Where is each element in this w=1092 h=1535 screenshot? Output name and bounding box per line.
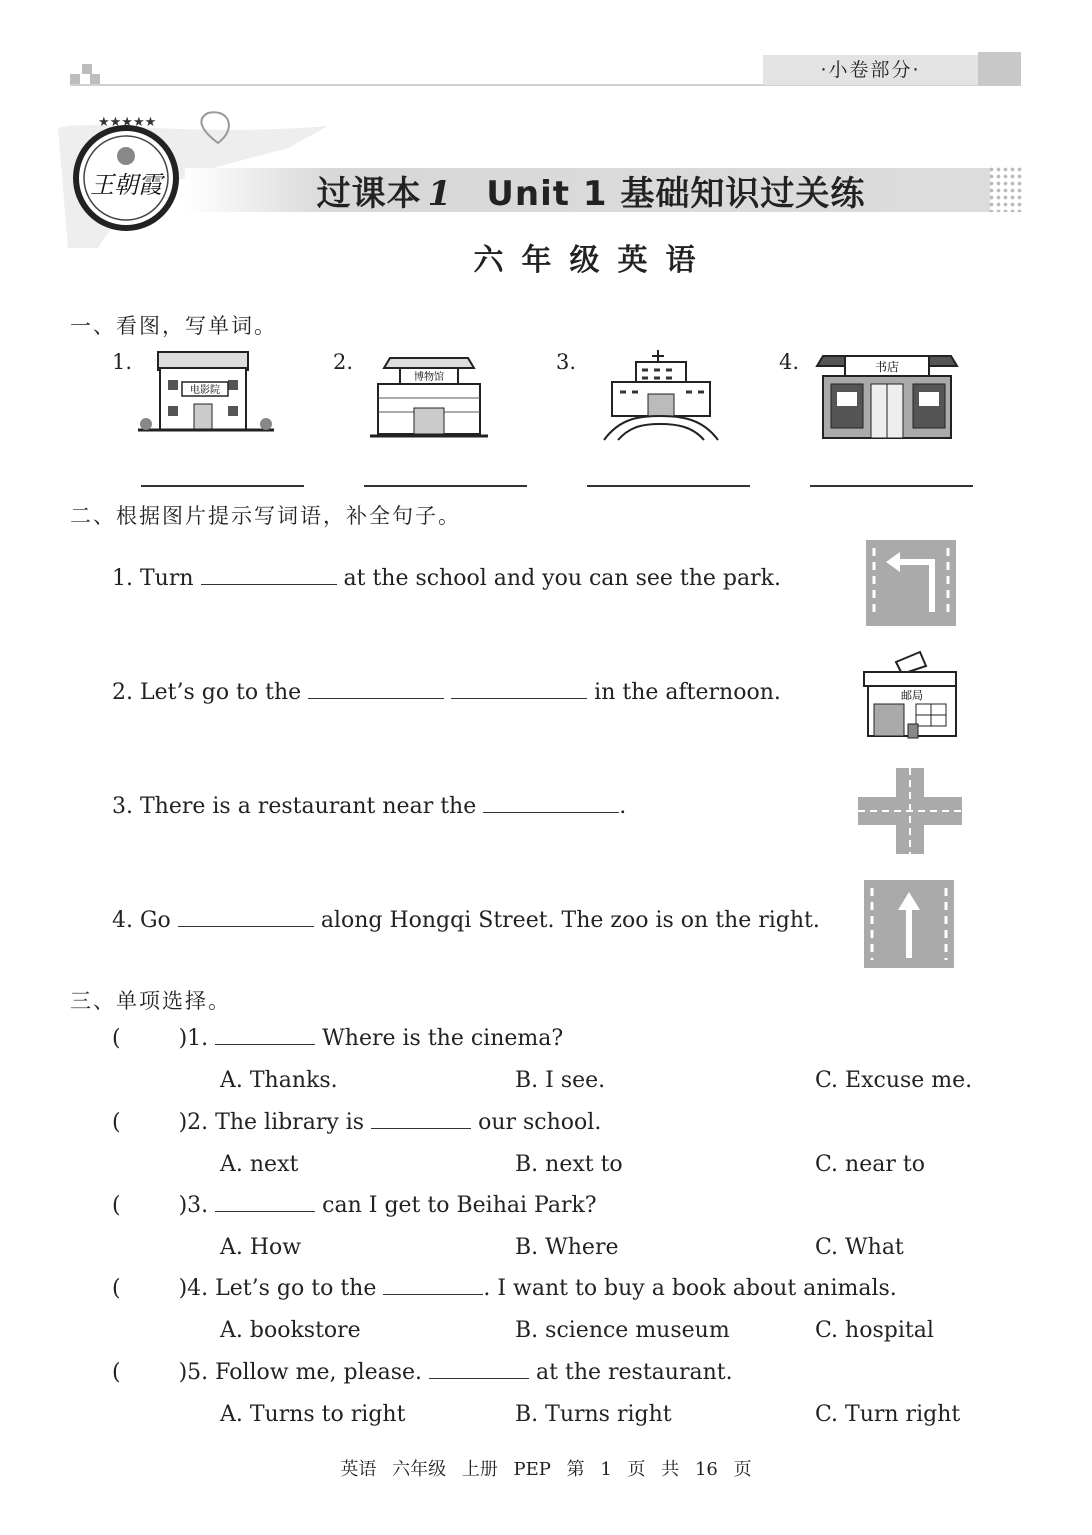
option-a[interactable]: A. Turns to right xyxy=(220,1402,406,1427)
question-text: . I want to buy a book about animals. xyxy=(483,1276,897,1301)
s2-q1-text-before: 1. Turn xyxy=(112,566,194,591)
hospital-icon xyxy=(600,348,722,444)
answer-paren[interactable]: ( xyxy=(112,1110,121,1135)
s2-question-3 xyxy=(112,794,626,819)
answer-blank[interactable] xyxy=(201,567,337,585)
s2-question-1 xyxy=(112,566,781,591)
question-text: Follow me, please. xyxy=(215,1360,423,1385)
answer-blank[interactable] xyxy=(141,485,304,487)
title-cn: 过课本 xyxy=(316,174,422,214)
answer-blank[interactable] xyxy=(383,1277,483,1295)
turn-left-sign-icon xyxy=(866,540,956,626)
option-c[interactable]: C. Turn right xyxy=(815,1402,961,1427)
page-footer: 英语 六年级 上册 PEP 第 1 页 共 16 页 xyxy=(340,1459,752,1480)
answer-paren[interactable]: ( xyxy=(112,1360,121,1385)
question-number: )4. xyxy=(178,1276,209,1301)
option-b[interactable]: B. Turns right xyxy=(515,1402,672,1427)
answer-paren[interactable]: ( xyxy=(112,1026,121,1051)
s2-q3-text-before: 3. There is a restaurant near the xyxy=(112,794,477,819)
svg-text:★★★★★: ★★★★★ xyxy=(98,115,157,130)
s2-question-2 xyxy=(112,680,781,705)
svg-text:邮局: 邮局 xyxy=(901,689,923,702)
s3-question-4 xyxy=(112,1276,897,1301)
option-b[interactable]: B. next to xyxy=(515,1152,623,1177)
section3-heading: 三、单项选择。 xyxy=(70,989,231,1013)
question-number: )5. xyxy=(178,1360,209,1385)
section1-heading: 一、看图，写单词。 xyxy=(70,314,277,338)
question-text: Let’s go to the xyxy=(215,1276,377,1301)
s2-q3-text-after: . xyxy=(619,794,627,819)
answer-paren[interactable]: ( xyxy=(112,1193,121,1218)
s2-q4-text-before: 4. Go xyxy=(112,908,171,933)
question-text: can I get to Beihai Park? xyxy=(322,1193,597,1218)
question-number: )3. xyxy=(178,1193,209,1218)
museum-icon xyxy=(370,348,488,440)
section-tag: ·小卷部分· xyxy=(763,55,978,85)
svg-text:电影院: 电影院 xyxy=(190,385,220,396)
option-b[interactable]: B. science museum xyxy=(515,1318,730,1343)
answer-blank[interactable] xyxy=(371,1111,471,1129)
answer-blank[interactable] xyxy=(364,485,527,487)
header-deco-square xyxy=(70,74,80,84)
header-deco-square xyxy=(82,64,92,74)
s1-item-number: 1. xyxy=(112,350,133,374)
answer-blank[interactable] xyxy=(178,909,314,927)
svg-text:王朝霞: 王朝霞 xyxy=(90,171,162,199)
svg-text:书店: 书店 xyxy=(874,360,900,374)
answer-blank[interactable] xyxy=(308,681,444,699)
s3-question-3 xyxy=(112,1193,597,1218)
option-b[interactable]: B. Where xyxy=(515,1235,619,1260)
question-text: our school. xyxy=(478,1110,602,1135)
option-a[interactable]: A. Thanks. xyxy=(220,1068,338,1093)
option-a[interactable]: A. next xyxy=(220,1152,299,1177)
question-text: The library is xyxy=(215,1110,365,1135)
answer-blank[interactable] xyxy=(215,1194,315,1212)
option-c[interactable]: C. hospital xyxy=(815,1318,934,1343)
option-c[interactable]: C. Excuse me. xyxy=(815,1068,973,1093)
s2-q1-text-after: at the school and you can see the park. xyxy=(343,566,781,591)
s3-question-5 xyxy=(112,1360,733,1385)
post-office-icon xyxy=(860,648,960,740)
s3-question-2 xyxy=(112,1110,601,1135)
bookstore-icon xyxy=(815,350,959,442)
option-a[interactable]: A. How xyxy=(220,1235,302,1260)
answer-blank[interactable] xyxy=(451,681,587,699)
s1-item-number: 3. xyxy=(556,350,577,374)
s2-q2-text-after: in the afternoon. xyxy=(594,680,781,705)
question-number: )2. xyxy=(178,1110,209,1135)
option-c[interactable]: C. near to xyxy=(815,1152,925,1177)
section2-heading: 二、根据图片提示写词语，补全句子。 xyxy=(70,504,461,528)
answer-blank[interactable] xyxy=(587,485,750,487)
s1-item-number: 4. xyxy=(779,350,800,374)
page-subtitle: 六年级英语 xyxy=(473,243,714,278)
option-a[interactable]: A. bookstore xyxy=(220,1318,361,1343)
title-number: 1 xyxy=(427,174,453,214)
s1-item-number: 2. xyxy=(333,350,354,374)
page-title xyxy=(0,166,1092,215)
answer-paren[interactable]: ( xyxy=(112,1276,121,1301)
s2-q4-text-after: along Hongqi Street. The zoo is on the right. xyxy=(320,908,820,933)
answer-blank[interactable] xyxy=(429,1361,529,1379)
s3-question-1 xyxy=(112,1026,563,1051)
answer-blank[interactable] xyxy=(810,485,973,487)
title-unit: Unit 1 基础知识过关练 xyxy=(486,174,866,214)
go-straight-sign-icon xyxy=(864,880,954,968)
question-text: Where is the cinema? xyxy=(322,1026,564,1051)
s2-q2-text-before: 2. Let’s go to the xyxy=(112,680,302,705)
svg-text:博物馆: 博物馆 xyxy=(414,372,444,383)
option-c[interactable]: C. What xyxy=(815,1235,904,1260)
cinema-icon xyxy=(138,346,274,436)
crossing-sign-icon xyxy=(858,768,962,854)
question-number: )1. xyxy=(178,1026,209,1051)
option-b[interactable]: B. I see. xyxy=(515,1068,606,1093)
header-deco-square xyxy=(90,74,100,84)
answer-blank[interactable] xyxy=(215,1027,315,1045)
section-tag-tail xyxy=(978,52,1021,86)
answer-blank[interactable] xyxy=(483,795,619,813)
s2-question-4 xyxy=(112,908,820,933)
question-text: at the restaurant. xyxy=(536,1360,733,1385)
